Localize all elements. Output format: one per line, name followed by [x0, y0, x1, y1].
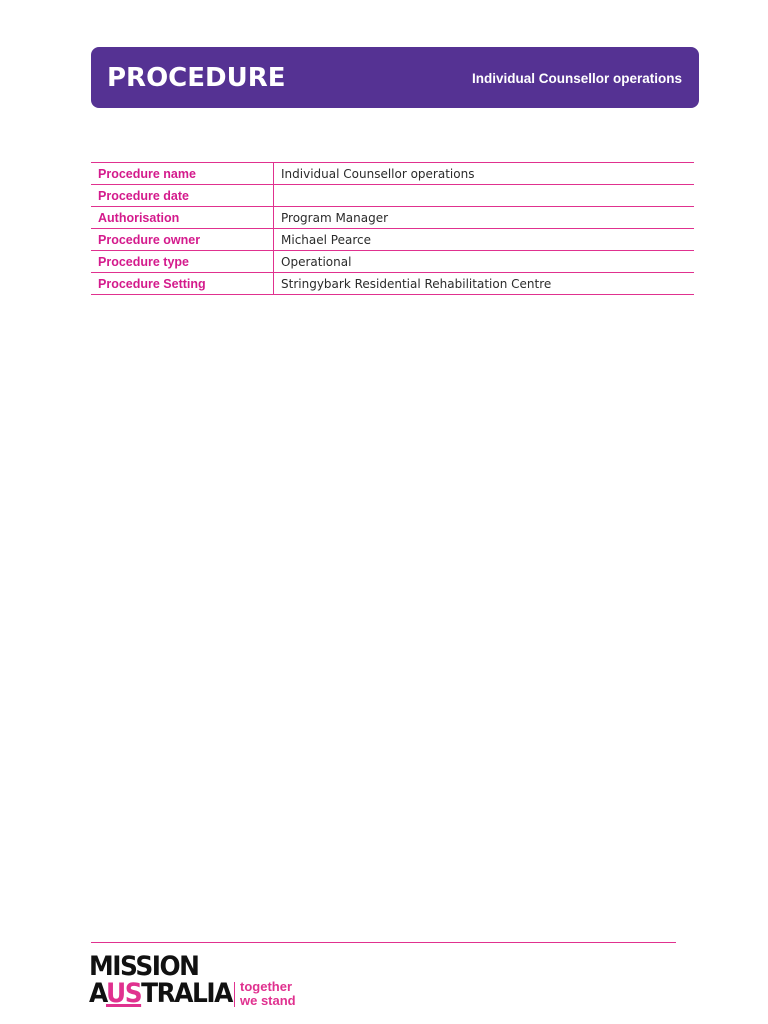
row-value: Stringybark Residential Rehabilitation Centre	[274, 273, 695, 295]
tagline-line1: together	[240, 979, 292, 994]
logo-wordmark-line1: MISSION	[89, 951, 199, 982]
table-row	[91, 251, 694, 273]
logo-tagline	[240, 980, 296, 1008]
table-row	[91, 185, 694, 207]
row-value: Operational	[274, 251, 695, 273]
row-value: Program Manager	[274, 207, 695, 229]
row-label: Authorisation	[91, 207, 274, 229]
row-value	[274, 185, 695, 207]
logo-us-highlight: US	[105, 978, 142, 1009]
table-row	[91, 229, 694, 251]
footer-divider	[91, 942, 676, 943]
table-row	[91, 273, 694, 295]
row-label: Procedure type	[91, 251, 274, 273]
row-label: Procedure name	[91, 163, 274, 185]
logo-wordmark-line2	[89, 980, 232, 1007]
logo-letter-a: A	[89, 978, 106, 1009]
row-value: Michael Pearce	[274, 229, 695, 251]
table-row	[91, 207, 694, 229]
row-value: Individual Counsellor operations	[274, 163, 695, 185]
page-subtitle: Individual Counsellor operations	[471, 71, 682, 86]
tagline-line2: we stand	[240, 993, 296, 1008]
table-row	[91, 163, 694, 185]
mission-australia-logo	[89, 953, 329, 1013]
row-label: Procedure date	[91, 185, 274, 207]
header-banner	[91, 47, 699, 108]
procedure-info-table	[91, 162, 694, 295]
row-label: Procedure owner	[91, 229, 274, 251]
row-label: Procedure Setting	[91, 273, 274, 295]
page-title: PROCEDURE	[107, 63, 286, 93]
logo-divider	[234, 982, 235, 1007]
logo-letters-tralia: TRALIA	[141, 978, 232, 1009]
